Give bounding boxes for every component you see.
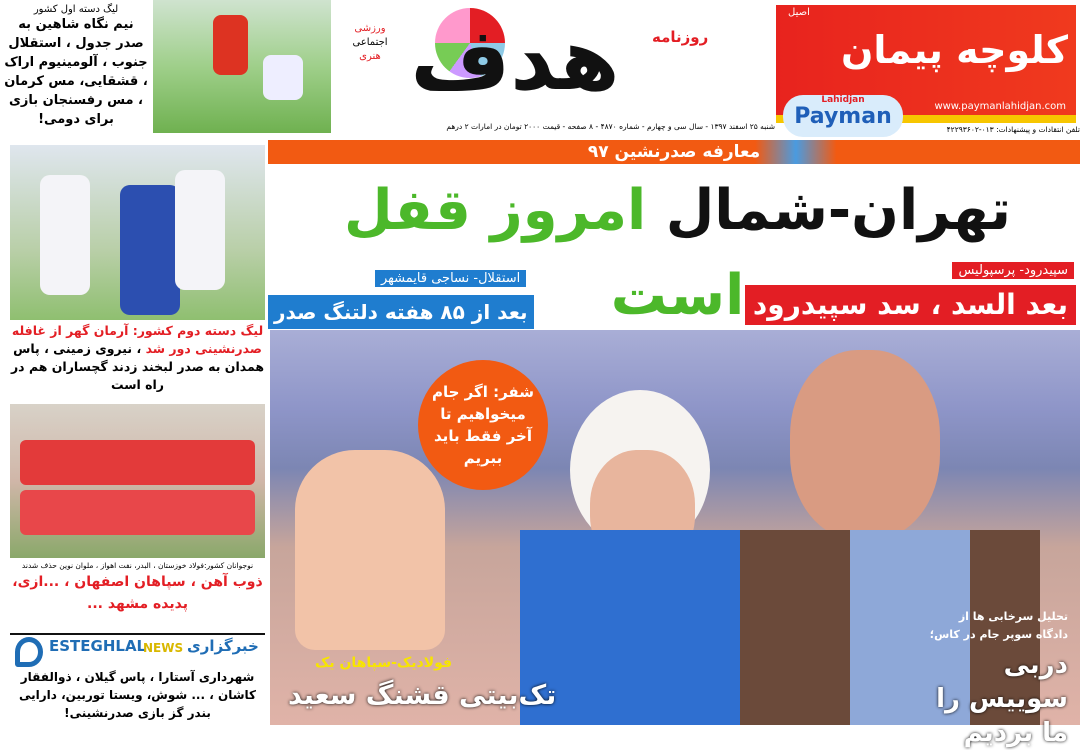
ad-logo: Lahidjan Payman — [783, 95, 903, 137]
top-left-headline: نیم نگاه شاهین به صدر جدول ، استقلال جنوب ، آلومینیوم اراک ، قشقایی، مس کرمان ، مس رفسنجان بازی برای دومی! — [4, 17, 148, 127]
ad-phone: تلفن انتقادات و پیشنهادات: ۰۱۳-۴۲۲۹۳۶۰۲ — [946, 125, 1080, 134]
quote-circle[interactable]: شفر: اگر جام میخواهیم تا آخر فقط باید ببریم — [418, 360, 548, 490]
sidebar-bottom[interactable]: شهرداری آستارا ، پاس گیلان ، ذوالفقار کاشان ، ... شوش، ویستا توربین، دارایی بندر گز بازی صدرنشینی! — [19, 670, 256, 720]
esteghlal-news-watermark: ESTEGHLAL NEWS خبرگزاری — [15, 637, 265, 667]
bottom-right-headline[interactable]: دربی سوییس را ما بردیم — [936, 650, 1068, 748]
story-left-headline[interactable]: بعد از ۸۵ هفته دلتنگ صدر — [268, 295, 534, 329]
watermark-ball-icon — [15, 637, 43, 667]
top-left-story[interactable] — [0, 0, 152, 135]
bottom-right-kicker: تحلیل سرخابی ها از دادگاه سوپر جام در کاس؛ — [929, 610, 1068, 641]
issue-line: شنبه ۲۵ اسفند ۱۳۹۷ - سال سی و چهارم - شماره ۴۸۷۰ - ۸ صفحه - قیمت ۲۰۰۰ تومان در امارات ۲ درهم — [446, 122, 775, 131]
top-left-kicker: لیگ دسته اول کشور — [33, 4, 119, 15]
sidebar-league2[interactable]: لیگ دسته دوم کشور: آرمان گهر از غافله صدرنشینی دور شد ، نیروی زمینی ، پاس همدان به صدر لبخند زدند گچساران هم در راه است — [10, 323, 265, 392]
ad-tag: اصیل — [788, 7, 810, 18]
top-photo — [153, 0, 331, 133]
bottom-left-headline[interactable]: تک‌بیتی قشنگ سعید — [288, 680, 557, 711]
divider — [10, 633, 265, 635]
sidebar-photo-1 — [10, 145, 265, 320]
ad-title: کلوچه پیمان — [840, 28, 1068, 72]
masthead-prefix: روزنامه — [652, 28, 709, 46]
bottom-left-kicker: فولادیک-سپاهان یک — [315, 655, 453, 671]
masthead-categories: ورزشی اجتماعی هنری — [352, 23, 388, 62]
story-left-kicker: استقلال- نساجی قایمشهر — [375, 270, 526, 287]
story-right-kicker: سپیدرود- پرسپولیس — [952, 262, 1074, 279]
sidebar-photo-2 — [10, 404, 265, 558]
masthead-logo: هدف — [410, 10, 620, 110]
section-bar: معارفه صدرنشین ۹۷ — [268, 140, 1080, 164]
masthead — [352, 0, 775, 135]
ad-url: www.paymanlahidjan.com — [934, 101, 1066, 112]
story-right-headline[interactable]: بعد السد ، سد سپیدرود — [745, 285, 1076, 325]
main-headline[interactable]: تهران-شمال امروز قفل است — [344, 178, 1011, 328]
sidebar-youth[interactable]: نوجوانان کشور:فولاد خوزستان ، البدر، نفت اهواز ، ملوان نوین حذف شدند ذوب آهن ، سپاهان اصفهان ، ...ازی، پدیده مشهد ... — [12, 561, 263, 612]
